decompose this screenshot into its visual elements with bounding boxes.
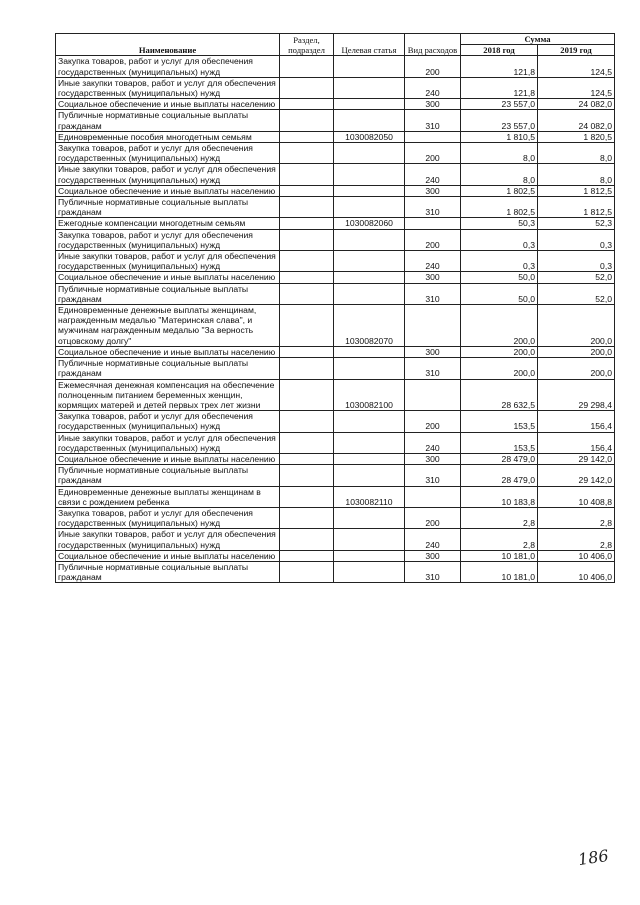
table-row — [56, 99, 615, 110]
cell-kind: 300 — [405, 550, 461, 561]
cell-target: 1030082100 — [334, 379, 405, 411]
cell-section — [280, 550, 334, 561]
cell-section — [280, 486, 334, 507]
table-row — [56, 305, 615, 347]
cell-section — [280, 164, 334, 185]
cell-y2019: 156,4 — [538, 432, 615, 453]
cell-y2019: 8,0 — [538, 164, 615, 185]
table-row — [56, 251, 615, 272]
table-row — [56, 283, 615, 304]
cell-y2018: 121,8 — [461, 77, 538, 98]
cell-target: 1030082070 — [334, 305, 405, 347]
cell-y2019: 24 082,0 — [538, 110, 615, 131]
cell-section — [280, 283, 334, 304]
cell-target — [334, 561, 405, 582]
cell-name: Закупка товаров, работ и услуг для обеспечения государственных (муниципальных) нужд — [56, 411, 280, 432]
cell-y2018: 28 479,0 — [461, 465, 538, 486]
page-number: 186 — [576, 845, 610, 870]
table-row — [56, 561, 615, 582]
cell-y2018: 10 181,0 — [461, 561, 538, 582]
table-row — [56, 218, 615, 229]
cell-kind: 200 — [405, 56, 461, 77]
cell-y2018: 50,3 — [461, 218, 538, 229]
cell-y2018: 28 479,0 — [461, 453, 538, 464]
cell-name: Единовременные денежные выплаты женщинам в связи с рождением ребенка — [56, 486, 280, 507]
table-row — [56, 197, 615, 218]
table-row — [56, 229, 615, 250]
cell-target — [334, 432, 405, 453]
cell-y2019: 200,0 — [538, 346, 615, 357]
table-row — [56, 77, 615, 98]
cell-target — [334, 143, 405, 164]
cell-y2018: 0,3 — [461, 251, 538, 272]
cell-target — [334, 550, 405, 561]
cell-target — [334, 185, 405, 196]
cell-y2019: 156,4 — [538, 411, 615, 432]
header-row — [56, 34, 615, 45]
table-row — [56, 453, 615, 464]
cell-kind: 200 — [405, 229, 461, 250]
header-sum: Сумма — [461, 34, 615, 45]
cell-name: Иные закупки товаров, работ и услуг для обеспечения государственных (муниципальных) нужд — [56, 77, 280, 98]
cell-kind: 310 — [405, 358, 461, 379]
cell-target — [334, 197, 405, 218]
cell-section — [280, 197, 334, 218]
cell-name: Иные закупки товаров, работ и услуг для обеспечения государственных (муниципальных) нужд — [56, 529, 280, 550]
cell-y2018: 1 802,5 — [461, 185, 538, 196]
cell-y2018: 121,8 — [461, 56, 538, 77]
cell-kind: 200 — [405, 507, 461, 528]
cell-y2018: 0,3 — [461, 229, 538, 250]
cell-kind: 310 — [405, 561, 461, 582]
header-name: Наименование — [56, 34, 280, 56]
cell-name: Социальное обеспечение и иные выплаты населению — [56, 453, 280, 464]
cell-y2019: 52,3 — [538, 218, 615, 229]
cell-section — [280, 56, 334, 77]
cell-name: Публичные нормативные социальные выплаты гражданам — [56, 283, 280, 304]
cell-section — [280, 561, 334, 582]
cell-target: 1030082060 — [334, 218, 405, 229]
cell-section — [280, 305, 334, 347]
header-2019: 2019 год — [538, 45, 615, 56]
cell-target — [334, 272, 405, 283]
budget-table — [55, 33, 615, 583]
cell-name: Закупка товаров, работ и услуг для обеспечения государственных (муниципальных) нужд — [56, 507, 280, 528]
cell-section — [280, 229, 334, 250]
table-row — [56, 432, 615, 453]
cell-section — [280, 453, 334, 464]
cell-y2019: 10 406,0 — [538, 550, 615, 561]
table-row — [56, 379, 615, 411]
table-row — [56, 346, 615, 357]
cell-y2019: 1 820,5 — [538, 131, 615, 142]
cell-y2019: 0,3 — [538, 251, 615, 272]
header-section: Раздел, подраздел — [280, 34, 334, 56]
cell-y2018: 8,0 — [461, 143, 538, 164]
cell-target — [334, 229, 405, 250]
cell-kind: 300 — [405, 272, 461, 283]
table-row — [56, 550, 615, 561]
cell-name: Публичные нормативные социальные выплаты гражданам — [56, 561, 280, 582]
cell-y2018: 153,5 — [461, 432, 538, 453]
table-row — [56, 486, 615, 507]
cell-section — [280, 507, 334, 528]
table-body — [56, 56, 615, 583]
cell-name: Единовременные денежные выплаты женщинам, награжденным медалью "Материнская слава", и мужчинам награжденным медалью "За верность отцовскому долгу" — [56, 305, 280, 347]
cell-y2018: 200,0 — [461, 358, 538, 379]
cell-kind: 310 — [405, 197, 461, 218]
cell-y2019: 0,3 — [538, 229, 615, 250]
cell-kind: 240 — [405, 529, 461, 550]
cell-section — [280, 131, 334, 142]
cell-target — [334, 358, 405, 379]
cell-name: Социальное обеспечение и иные выплаты населению — [56, 550, 280, 561]
cell-section — [280, 143, 334, 164]
cell-y2018: 200,0 — [461, 305, 538, 347]
cell-name: Единовременные пособия многодетным семьям — [56, 131, 280, 142]
cell-target — [334, 99, 405, 110]
cell-y2019: 2,8 — [538, 507, 615, 528]
cell-kind: 300 — [405, 346, 461, 357]
cell-kind — [405, 305, 461, 347]
cell-kind: 240 — [405, 432, 461, 453]
cell-y2019: 29 298,4 — [538, 379, 615, 411]
cell-kind — [405, 486, 461, 507]
cell-section — [280, 251, 334, 272]
cell-y2019: 10 406,0 — [538, 561, 615, 582]
table-row — [56, 110, 615, 131]
cell-section — [280, 185, 334, 196]
cell-target: 1030082110 — [334, 486, 405, 507]
cell-name: Иные закупки товаров, работ и услуг для обеспечения государственных (муниципальных) нужд — [56, 251, 280, 272]
cell-kind — [405, 131, 461, 142]
cell-kind — [405, 218, 461, 229]
cell-kind: 240 — [405, 251, 461, 272]
cell-kind: 300 — [405, 185, 461, 196]
cell-y2018: 23 557,0 — [461, 110, 538, 131]
cell-name: Закупка товаров, работ и услуг для обеспечения государственных (муниципальных) нужд — [56, 56, 280, 77]
cell-section — [280, 465, 334, 486]
cell-y2019: 200,0 — [538, 358, 615, 379]
table-row — [56, 131, 615, 142]
cell-kind — [405, 379, 461, 411]
cell-section — [280, 110, 334, 131]
cell-target — [334, 251, 405, 272]
table-row — [56, 507, 615, 528]
cell-kind: 310 — [405, 283, 461, 304]
cell-name: Социальное обеспечение и иные выплаты населению — [56, 99, 280, 110]
cell-target — [334, 77, 405, 98]
cell-name: Публичные нормативные социальные выплаты гражданам — [56, 110, 280, 131]
cell-y2018: 28 632,5 — [461, 379, 538, 411]
cell-section — [280, 358, 334, 379]
cell-target — [334, 56, 405, 77]
cell-kind: 240 — [405, 164, 461, 185]
cell-name: Публичные нормативные социальные выплаты гражданам — [56, 465, 280, 486]
cell-section — [280, 218, 334, 229]
cell-y2019: 1 812,5 — [538, 185, 615, 196]
cell-y2018: 2,8 — [461, 529, 538, 550]
cell-name: Социальное обеспечение и иные выплаты населению — [56, 272, 280, 283]
cell-section — [280, 99, 334, 110]
cell-target — [334, 110, 405, 131]
cell-target — [334, 346, 405, 357]
cell-kind: 200 — [405, 411, 461, 432]
cell-target — [334, 465, 405, 486]
header-2018: 2018 год — [461, 45, 538, 56]
cell-y2019: 24 082,0 — [538, 99, 615, 110]
cell-name: Ежегодные компенсации многодетным семьям — [56, 218, 280, 229]
table-row — [56, 143, 615, 164]
cell-name: Публичные нормативные социальные выплаты гражданам — [56, 358, 280, 379]
cell-y2019: 8,0 — [538, 143, 615, 164]
cell-y2019: 2,8 — [538, 529, 615, 550]
cell-section — [280, 432, 334, 453]
cell-y2019: 10 408,8 — [538, 486, 615, 507]
cell-kind: 300 — [405, 99, 461, 110]
cell-name: Иные закупки товаров, работ и услуг для обеспечения государственных (муниципальных) нужд — [56, 432, 280, 453]
cell-target — [334, 283, 405, 304]
cell-y2018: 23 557,0 — [461, 99, 538, 110]
cell-section — [280, 379, 334, 411]
table-row — [56, 164, 615, 185]
cell-y2018: 1 810,5 — [461, 131, 538, 142]
table-row — [56, 185, 615, 196]
table-row — [56, 465, 615, 486]
cell-y2019: 124,5 — [538, 56, 615, 77]
cell-y2018: 200,0 — [461, 346, 538, 357]
cell-name: Публичные нормативные социальные выплаты гражданам — [56, 197, 280, 218]
cell-name: Закупка товаров, работ и услуг для обеспечения государственных (муниципальных) нужд — [56, 143, 280, 164]
cell-y2019: 1 812,5 — [538, 197, 615, 218]
cell-y2019: 29 142,0 — [538, 465, 615, 486]
cell-kind: 240 — [405, 77, 461, 98]
cell-name: Социальное обеспечение и иные выплаты населению — [56, 185, 280, 196]
header-target: Целевая статья — [334, 34, 405, 56]
cell-y2019: 52,0 — [538, 272, 615, 283]
cell-name: Закупка товаров, работ и услуг для обеспечения государственных (муниципальных) нужд — [56, 229, 280, 250]
cell-name: Ежемесячная денежная компенсация на обеспечение полноценным питанием беременных женщин, кормящих матерей и детей первых трех лет жизни — [56, 379, 280, 411]
cell-kind: 300 — [405, 453, 461, 464]
cell-y2018: 8,0 — [461, 164, 538, 185]
cell-y2018: 50,0 — [461, 272, 538, 283]
cell-target — [334, 411, 405, 432]
cell-name: Социальное обеспечение и иные выплаты населению — [56, 346, 280, 357]
cell-y2018: 10 181,0 — [461, 550, 538, 561]
cell-y2019: 200,0 — [538, 305, 615, 347]
cell-kind: 200 — [405, 143, 461, 164]
cell-section — [280, 411, 334, 432]
table-row — [56, 272, 615, 283]
cell-section — [280, 77, 334, 98]
cell-kind: 310 — [405, 110, 461, 131]
cell-y2018: 153,5 — [461, 411, 538, 432]
table-row — [56, 411, 615, 432]
cell-kind: 310 — [405, 465, 461, 486]
cell-y2019: 124,5 — [538, 77, 615, 98]
cell-y2019: 29 142,0 — [538, 453, 615, 464]
cell-target — [334, 529, 405, 550]
table-row — [56, 358, 615, 379]
cell-y2018: 10 183,8 — [461, 486, 538, 507]
cell-y2018: 2,8 — [461, 507, 538, 528]
cell-target — [334, 453, 405, 464]
cell-y2018: 50,0 — [461, 283, 538, 304]
cell-target: 1030082050 — [334, 131, 405, 142]
cell-section — [280, 346, 334, 357]
cell-target — [334, 164, 405, 185]
cell-target — [334, 507, 405, 528]
table-row — [56, 529, 615, 550]
cell-y2018: 1 802,5 — [461, 197, 538, 218]
cell-section — [280, 529, 334, 550]
cell-section — [280, 272, 334, 283]
header-kind: Вид расходов — [405, 34, 461, 56]
cell-y2019: 52,0 — [538, 283, 615, 304]
cell-name: Иные закупки товаров, работ и услуг для обеспечения государственных (муниципальных) нужд — [56, 164, 280, 185]
table-row — [56, 56, 615, 77]
